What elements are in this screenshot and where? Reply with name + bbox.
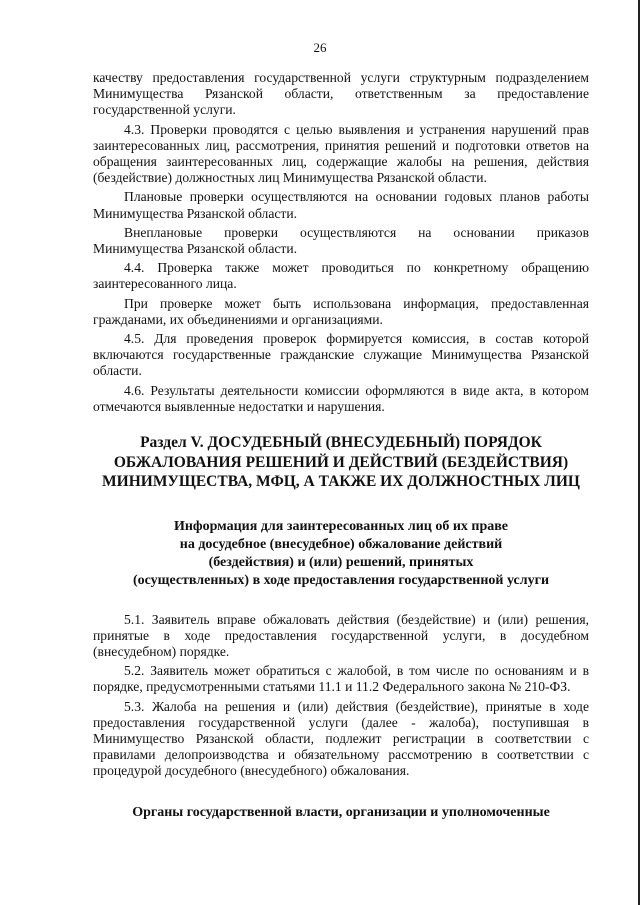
section-title-line: МИНИМУЩЕСТВА, МФЦ, А ТАКЖЕ ИХ ДОЛЖНОСТНЫХ ЛИЦ bbox=[102, 473, 580, 491]
paragraph: 4.5. Для проведения проверок формируется комиссия, в состав которой включаются государственные гражданские служащие Минимущества Рязанской области. bbox=[93, 331, 589, 379]
paragraph: 5.1. Заявитель вправе обжаловать действия (бездействие) и (или) решения, принятые в ходе предоставления государственной услуги, в досудебном (внесудебном) порядке. bbox=[93, 611, 589, 659]
paragraphs-top bbox=[93, 70, 589, 415]
paragraph: 4.3. Проверки проводятся с целью выявления и устранения нарушений прав заинтересованных лиц, рассмотрения, принятия решений и подготовки ответов на обращения заинтересованных лиц, содержащие жалобы на решения, действия (бездействие) должностных лиц Минимущества Рязанской области. bbox=[93, 121, 589, 186]
paragraph: 4.4. Проверка также может проводиться по конкретному обращению заинтересованного лица. bbox=[93, 260, 589, 292]
paragraphs-bottom bbox=[93, 612, 589, 780]
page-number: 26 bbox=[313, 40, 327, 55]
paragraph: 5.3. Жалоба на решения и (или) действия (бездействие), принятые в ходе предоставления государственной услуги (далее - жалоба), поступившая в Минимущество Рязанской области, подлежит регистрации в соответствии с правилами делопроизводства и обязательному рассмотрению в соответствии с процедурой досудебного (внесудебного) обжалования. bbox=[93, 698, 589, 779]
subsection-title-line: Информация для заинтересованных лиц об их праве bbox=[173, 518, 509, 534]
subsection-title-line: (осуществленных) в ходе предоставления государственной услуги bbox=[132, 572, 550, 588]
subsection-title-line: (бездействия) и (или) решений, принятых bbox=[208, 554, 474, 570]
subsection-title-line: на досудебное (внесудебное) обжалование действий bbox=[179, 536, 503, 552]
paragraph: качеству предоставления государственной услуги структурным подразделением Минимущества Рязанской области, ответственным за предоставление государственной услуги. bbox=[93, 70, 589, 118]
paragraph: 5.2. Заявитель может обратиться с жалобой, в том числе по основаниям и в порядке, предусмотренными статьями 11.1 и 11.2 Федерального закона № 210-ФЗ. bbox=[93, 663, 589, 695]
section-title-line: ОБЖАЛОВАНИЯ РЕШЕНИЙ И ДЕЙСТВИЙ (БЕЗДЕЙСТВИЯ) bbox=[113, 453, 569, 471]
paragraph: Внеплановые проверки осуществляются на основании приказов Минимущества Рязанской области. bbox=[93, 224, 589, 257]
next-section-heading: Органы государственной власти, организации и уполномоченные bbox=[132, 804, 550, 820]
paragraph: Плановые проверки осуществляются на основании годовых планов работы Минимущества Рязанской области. bbox=[93, 189, 589, 221]
section-title bbox=[93, 433, 589, 492]
paragraph: При проверке может быть использована информация, предоставленная гражданами, их объединениями и организациями. bbox=[93, 295, 589, 327]
document-body bbox=[93, 70, 589, 822]
subsection-title bbox=[93, 518, 589, 590]
paragraph: 4.6. Результаты деятельности комиссии оформляются в виде акта, в котором отмечаются выявленные недостатки и нарушения. bbox=[93, 382, 589, 414]
section-title-line: Раздел V. ДОСУДЕБНЫЙ (ВНЕСУДЕБНЫЙ) ПОРЯДОК bbox=[140, 434, 542, 452]
